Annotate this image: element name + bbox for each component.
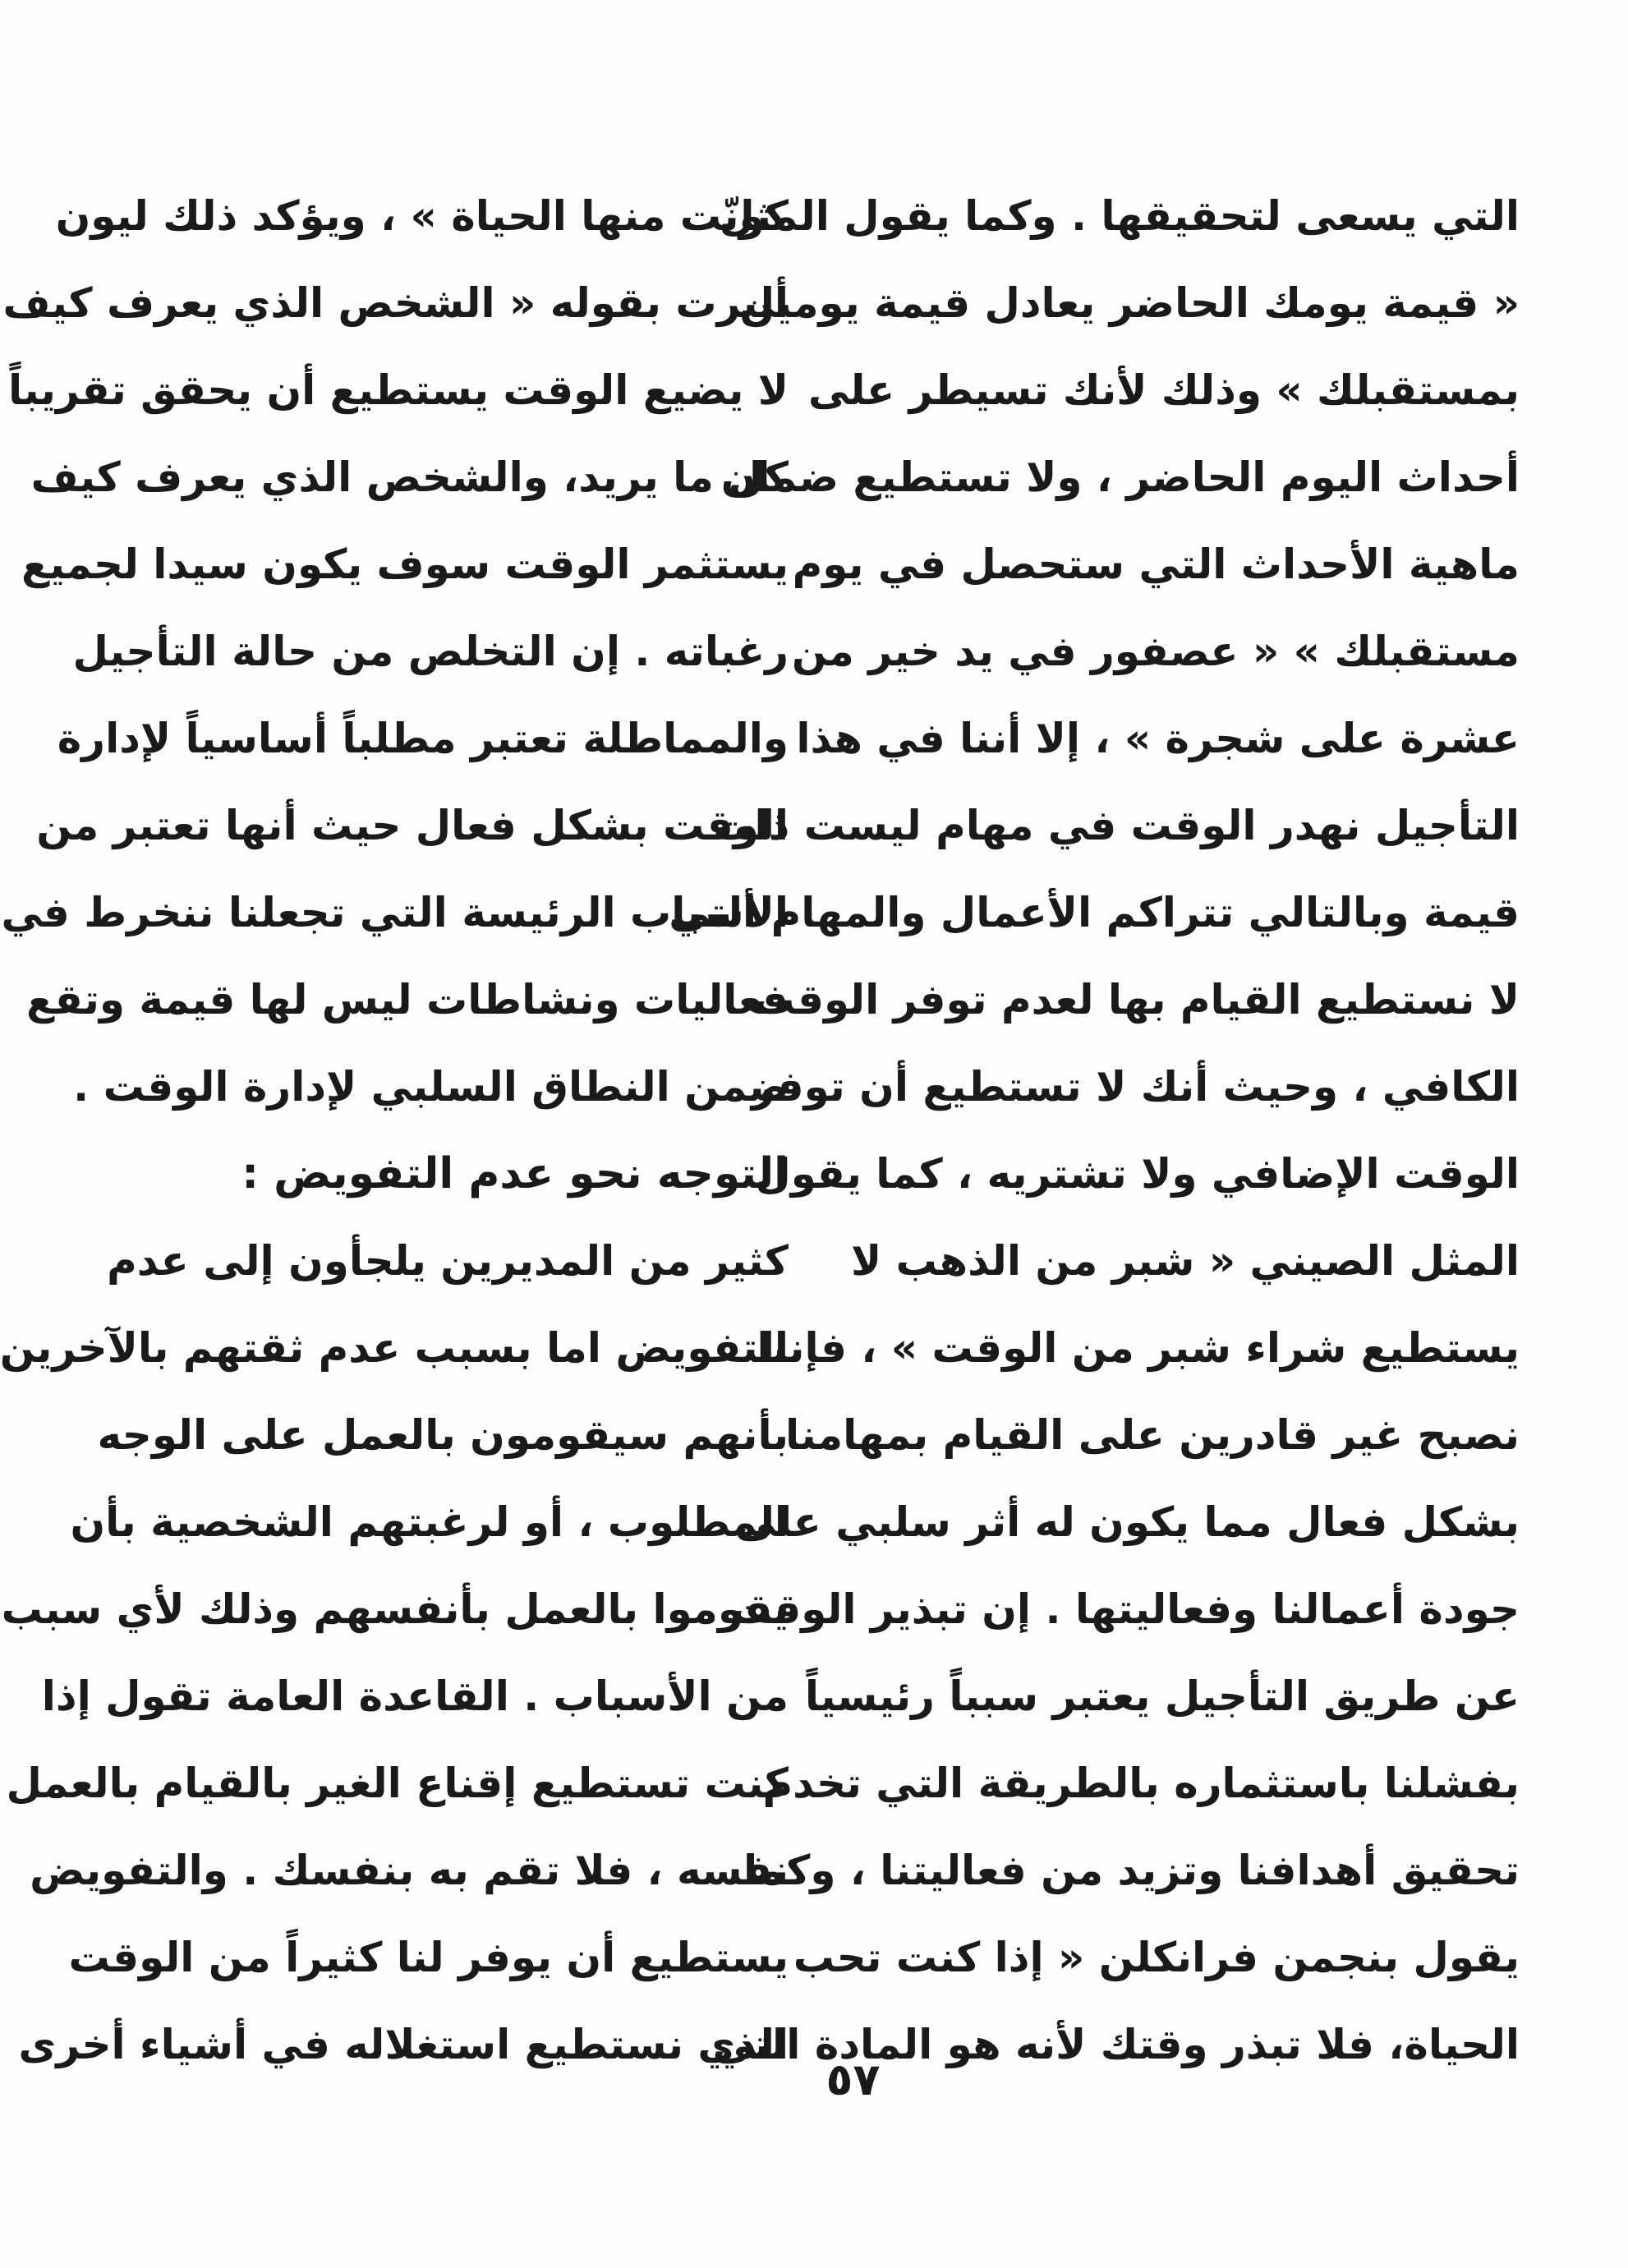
text-line: كونّت منها الحياة » ، ويؤكد ذلك ليون xyxy=(55,192,789,240)
text-line: قيمة وبالتالي تتراكم الأعمال والمهام التي xyxy=(669,889,1520,936)
text-line: بفشلنا باستثماره بالطريقة التي تخدم xyxy=(762,1760,1520,1807)
text-line: لا يضيع الوقت يستطيع أن يحقق تقريباً xyxy=(7,366,789,414)
text-line: عشرة على شجرة » ، إلا أننا في هذا xyxy=(796,715,1520,762)
text-line: يقوموا بالعمل بأنفسهم وذلك لأي سبب xyxy=(1,1585,789,1633)
text-line: جودة أعمالنا وفعاليتها . إن تبذير الوقت xyxy=(730,1585,1520,1633)
text-line: الأسباب الرئيسة التي تجعلنا ننخرط في xyxy=(1,889,789,936)
text-line: كل ما يريد، والشخص الذي يعرف كيف xyxy=(30,453,789,501)
text-line: « قيمة يومك الحاضر يعادل قيمة يومين xyxy=(739,279,1520,327)
text-line: بشكل فعال مما يكون له أثر سلبي على xyxy=(734,1498,1520,1546)
text-line: نفسه ، فلا تقم به بنفسك . والتفويض xyxy=(30,1847,789,1894)
text-line: تحقيق أهدافنا وتزيد من فعاليتنا ، وكما xyxy=(743,1847,1520,1894)
text-line: ماهية الأحداث التي ستحصل في يوم xyxy=(792,541,1520,588)
page-number: ٥٧ xyxy=(825,2054,881,2105)
text-line: أحداث اليوم الحاضر ، ولا تستطيع ضمان xyxy=(720,453,1520,501)
text-line: لا نستطيع القيام بها لعدم توفر الوقت xyxy=(753,976,1520,1024)
text-line: الذي نستطيع استغلاله في أشياء أخرى xyxy=(18,2021,789,2068)
text-line: ألبرت بقوله « الشخص الذي يعرف كيف xyxy=(2,279,789,327)
text-line: كنت تستطيع إقناع الغير بالقيام بالعمل xyxy=(6,1760,789,1807)
text-line: فعاليات ونشاطات ليس لها قيمة وتقع xyxy=(25,976,789,1024)
text-line: التي يسعى لتحقيقها . وكما يقول المثل xyxy=(719,192,1520,240)
text-line: التفويض اما بسبب عدم ثقتهم بالآخرين xyxy=(0,1324,789,1372)
text-line: المثل الصيني « شبر من الذهب لا xyxy=(850,1237,1520,1285)
text-line: رغباته . إن التخلص من حالة التأجيل xyxy=(72,628,789,675)
text-line: يقول بنجمن فرانكلن « إذا كنت تحب xyxy=(793,1934,1520,1981)
text-line: الوقت بشكل فعال حيث أنها تعتبر من xyxy=(36,802,789,849)
text-line: نصبح غير قادرين على القيام بمهامنا xyxy=(784,1411,1520,1459)
left-text-column xyxy=(0,173,789,2088)
text-line: والمماطلة تعتبر مطلباً أساسياً لإدارة xyxy=(57,715,789,762)
text-line: مستقبلك » « عصفور في يد خير من xyxy=(791,628,1520,675)
text-line: الحياة، فلا تبذر وقتك لأنه هو المادة التي xyxy=(712,2021,1520,2068)
text-line: المطلوب ، أو لرغبتهم الشخصية بأن xyxy=(70,1498,789,1546)
text-line: التأجيل نهدر الوقت في مهام ليست ذات xyxy=(713,802,1520,849)
text-line: يستثمر الوقت سوف يكون سيدا لجميع xyxy=(21,541,789,588)
section-heading: التوجه نحو عدم التفويض : xyxy=(241,1149,789,1198)
text-line: بمستقبلك » وذلك لأنك تسيطر على xyxy=(808,366,1520,414)
text-line: الكافي ، وحيث أنك لا تستطيع أن توفر xyxy=(751,1063,1520,1111)
text-line: الوقت الإضافي ولا تشتريه ، كما يقول xyxy=(755,1150,1520,1198)
text-line: يستطيع شراء شبر من الوقت » ، فإننا xyxy=(757,1324,1520,1372)
text-line: كثير من المديرين يلجأون إلى عدم xyxy=(107,1237,789,1285)
text-line: عن طريق التأجيل يعتبر سبباً رئيسياً xyxy=(804,1672,1520,1720)
text-line: بأنهم سيقومون بالعمل على الوجه xyxy=(97,1411,789,1459)
text-line: ضمن النطاق السلبي لإدارة الوقت . xyxy=(73,1063,789,1111)
text-line: من الأسباب . القاعدة العامة تقول إذا xyxy=(41,1672,789,1720)
text-line: يستطيع أن يوفر لنا كثيراً من الوقت xyxy=(68,1934,789,1981)
